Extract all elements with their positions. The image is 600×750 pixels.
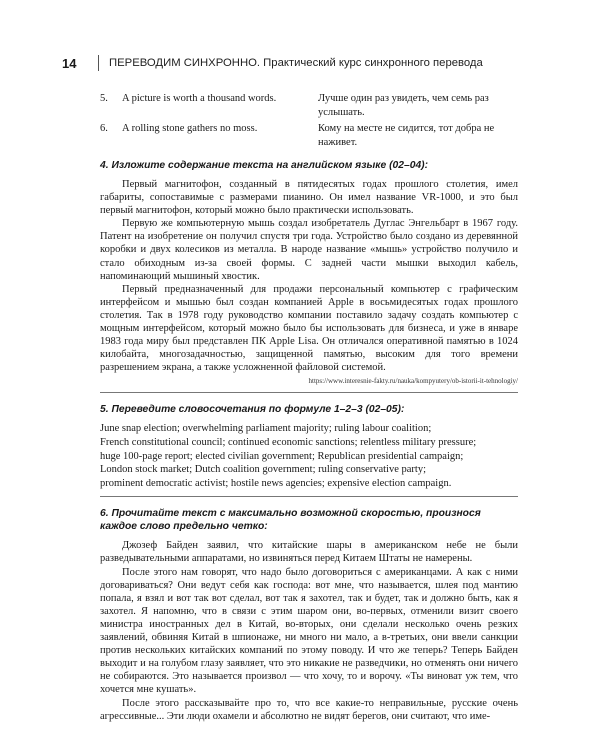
task-4-paragraph: Первую же компьютерную мышь создал изобретатель Дуглас Энгельбарт в 1967 году. Патент на изобретение он получил спустя три года. Устройство было создано из деревянной коробки и двух колесиков из металла. В народе название «мышь» устройство получило и стало обиходным из-за своей формы. С задней части мышки выходил кабель, напоминающий мышиный хвостик. <box>100 218 518 282</box>
task-6-heading: 6. Прочитайте текст с максимально возможной скоростью, произнося каждое слово предельно четко: <box>100 508 481 533</box>
proverb-number: 6. <box>100 123 108 134</box>
proverb-russian: Лучше один раз увидеть, чем семь раз услышать. <box>318 93 489 118</box>
task-6-paragraph: Джозеф Байден заявил, что китайские шары в американском небе не были разведывательными аппаратами, но извиняться перед Китаем Штаты не намерены. <box>100 540 518 565</box>
proverb-row <box>100 122 518 149</box>
task-4-heading: 4. Изложите содержание текста на английском языке (02–04): <box>100 160 429 171</box>
running-title: ПЕРЕВОДИМ СИНХРОННО. Практический курс синхронного перевода <box>109 57 483 69</box>
task-4-paragraph: Первый предназначенный для продажи персональный компьютер с графическим интерфейсом и мышью был создан компанией Apple в восьмидесятых годах прошлого столетия. Так в 1978 году руководство компании поставило задачу создать компьютер с мощным интерфейсом, который можно было бы использовать для бизнеса, и уже в январе 1983 года миру был представлен ПК Apple Lisa. Он отличался оперативной памятью в 1024 килобайта, многозадачностью, защищенной памятью, высоким для того времени разрешением экрана, а также усложненной файловой системой. <box>100 283 518 374</box>
phrase-line: prominent democratic activist; hostile news agencies; expensive election campaign. <box>100 477 452 489</box>
proverb-english: A rolling stone gathers no moss. <box>122 123 258 134</box>
proverb-english: A picture is worth a thousand words. <box>122 93 277 104</box>
section-divider <box>100 392 518 393</box>
source-url: https://www.interesnie-fakty.ru/nauka/kompyutery/ob-istorii-it-tehnologiy/ <box>308 377 518 386</box>
task-6-paragraph: После этого рассказывайте про то, что все какие-то неправильные, русские очень агрессивные... Эти люди охамели и абсолютно не видят берегов, они считают, что име- <box>100 697 518 722</box>
page-number: 14 <box>62 55 77 71</box>
section-divider <box>100 496 518 497</box>
proverb-number: 5. <box>100 93 108 104</box>
phrase-line: June snap election; overwhelming parliament majority; ruling labour coalition; <box>100 423 432 435</box>
proverb-russian: Кому на месте не сидится, тот добра не наживет. <box>318 123 495 148</box>
proverb-row <box>100 92 518 119</box>
phrase-line: London stock market; Dutch coalition government; ruling conservative party; <box>100 464 426 476</box>
task-5-heading: 5. Переведите словосочетания по формуле 1–2–3 (02–05): <box>100 404 405 416</box>
task-6-paragraph: После этого нам говорят, что надо было договориться с американцами. А как с ними договариваться? Они ведут себя как господа: вот мне, что называется, шлея под мантию попала, я взял и вот так вот сделал, вот так я захотел, так и будет, так и должно быть, как я захотел. Я напомню, что в связи с этим шаром они, во-первых, отменили визит своего министра иностранных дел в Китай, во-вторых, они сделали несколько очень резких заявлений, обвиняя Китай в шпионаже, ни много ни мало, а в-третьих, они ввели санкции против нескольких китайских компаний по этому поводу. И что же теперь? Теперь Байден выходит и на голубом глазу заявляет, что это никакие не разведчики, но отменять они ничего не собираются. Это называется произвол — что хочу, то и ворочу. «Ты виноват уж тем, что хочется мне кушать». <box>100 566 518 696</box>
task-4-paragraph: Первый магнитофон, созданный в пятидесятых годах прошлого столетия, имел габариты, сопоставимые с размерами пианино. Он имел название VR-1000, и это был первый магнитофон, который можно было практически использовать. <box>100 179 518 217</box>
phrase-line: French constitutional council; continued economic sanctions; relentless military pressure; <box>100 437 477 448</box>
phrase-line: huge 100-page report; elected civilian government; Republican presidential campaign; <box>100 450 464 462</box>
header-divider <box>98 55 99 71</box>
page-content <box>100 92 518 723</box>
page-header <box>62 55 542 71</box>
